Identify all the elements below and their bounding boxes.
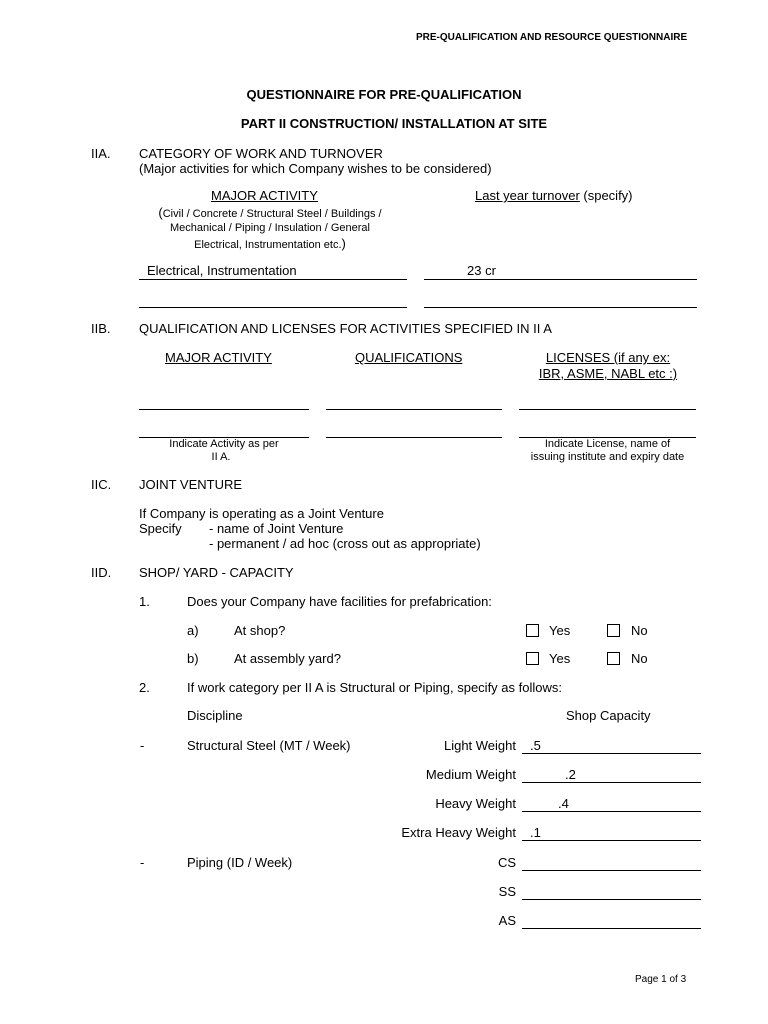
q1b-text: At assembly yard? [234,651,341,666]
q1b-yes-label: Yes [549,651,571,666]
medium-weight-value[interactable]: .2 [565,767,576,782]
iib-note-license-line-2: issuing institute and expiry date [530,451,685,463]
jv-item-type: - permanent / ad hoc (cross out as appropriate) [209,536,481,551]
section-iic-heading: JOINT VENTURE [139,477,243,492]
light-weight-line [522,753,701,754]
structural-steel-label: Structural Steel (MT / Week) [187,738,351,753]
page-number: Page 1 of 3 [635,974,687,985]
iib-qualification-field-2[interactable] [326,437,502,438]
heavy-weight-label: Heavy Weight [435,796,516,811]
q1b-no-checkbox[interactable] [607,652,620,665]
iib-activity-field-1[interactable] [139,409,309,410]
q2-number: 2. [139,680,150,695]
section-iib-number: IIB. [91,321,111,336]
iib-col-major-activity: MAJOR ACTIVITY [165,350,272,365]
discipline-label: Discipline [187,708,243,723]
shop-capacity-label: Shop Capacity [566,708,651,723]
running-header: PRE-QUALIFICATION AND RESOURCE QUESTIONNAIRE [416,32,688,43]
q1b-yes-checkbox[interactable] [526,652,539,665]
section-iid-heading: SHOP/ YARD - CAPACITY [139,565,294,580]
section-iia-subheading: (Major activities for which Company wishes to be considered) [139,161,492,176]
q1b-label: b) [187,651,199,666]
light-weight-value[interactable]: .5 [530,738,541,753]
section-iia-number: IIA. [91,146,111,161]
extra-heavy-weight-line [522,840,701,841]
jv-intro: If Company is operating as a Joint Venture [139,506,384,521]
turnover-label: Last year turnover (specify) [475,188,633,203]
q2-text: If work category per II A is Structural or Piping, specify as follows: [187,680,562,695]
heavy-weight-value[interactable]: .4 [558,796,569,811]
activity-description-line-3: Electrical, Instrumentation etc.) [194,236,346,251]
activity-description-line-1: (Civil / Concrete / Structural Steel / Buildings / [158,205,382,220]
jv-item-name: - name of Joint Venture [209,521,344,536]
major-activity-label: MAJOR ACTIVITY [211,188,318,203]
heavy-weight-line [522,811,701,812]
section-iia-heading: CATEGORY OF WORK AND TURNOVER [139,146,383,161]
q1-number: 1. [139,594,150,609]
iib-col-qualifications: QUALIFICATIONS [355,350,463,365]
q1a-text: At shop? [234,623,286,638]
turnover-field-1[interactable]: 23 cr [467,263,496,278]
iib-note-activity-line-2: II A. [211,451,231,463]
activity-description-line-2: Mechanical / Piping / Insulation / General [170,222,370,234]
q1b-no-label: No [631,651,648,666]
iib-note-license-line-1: Indicate License, name of [544,438,671,450]
extra-heavy-weight-label: Extra Heavy Weight [401,825,516,840]
piping-cs-label: CS [497,855,516,870]
part-title: PART II CONSTRUCTION/ INSTALLATION AT SITE [240,116,548,131]
piping-as-line [522,928,701,929]
q1a-no-checkbox[interactable] [607,624,620,637]
piping-ss-label: SS [498,884,516,899]
q1-text: Does your Company have facilities for prefabrication: [187,594,492,609]
section-iic-number: IIC. [91,477,112,492]
q1a-label: a) [187,623,199,638]
q1a-yes-label: Yes [549,623,571,638]
q1a-yes-checkbox[interactable] [526,624,539,637]
q1a-no-label: No [631,623,648,638]
turnover-field-2-line[interactable] [424,307,697,308]
document-title: QUESTIONNAIRE FOR PRE-QUALIFICATION [246,87,522,102]
piping-cs-line [522,870,701,871]
turnover-field-1-line [424,279,697,280]
activity-field-1-line [139,279,407,280]
section-iib-heading: QUALIFICATION AND LICENSES FOR ACTIVITIES SPECIFIED IN II A [139,321,552,336]
iib-license-field-1[interactable] [519,409,696,410]
iib-qualification-field-1[interactable] [326,409,502,410]
piping-dash: - [140,855,145,870]
iib-col-licenses-line-1: LICENSES (if any ex: [545,350,671,365]
piping-as-label: AS [498,913,516,928]
activity-field-2-line[interactable] [139,307,407,308]
section-iid-number: IID. [91,565,112,580]
iib-note-activity-line-1: Indicate Activity as per [169,438,279,450]
activity-field-1[interactable]: Electrical, Instrumentation [147,263,297,278]
structural-dash: - [140,738,145,753]
iib-col-licenses-line-2: IBR, ASME, NABL etc :) [538,366,678,381]
piping-label: Piping (ID / Week) [187,855,293,870]
extra-heavy-weight-value[interactable]: .1 [530,825,541,840]
light-weight-label: Light Weight [443,738,516,753]
piping-ss-line [522,899,701,900]
jv-specify-label: Specify [139,521,182,536]
medium-weight-label: Medium Weight [425,767,516,782]
medium-weight-line [522,782,701,783]
